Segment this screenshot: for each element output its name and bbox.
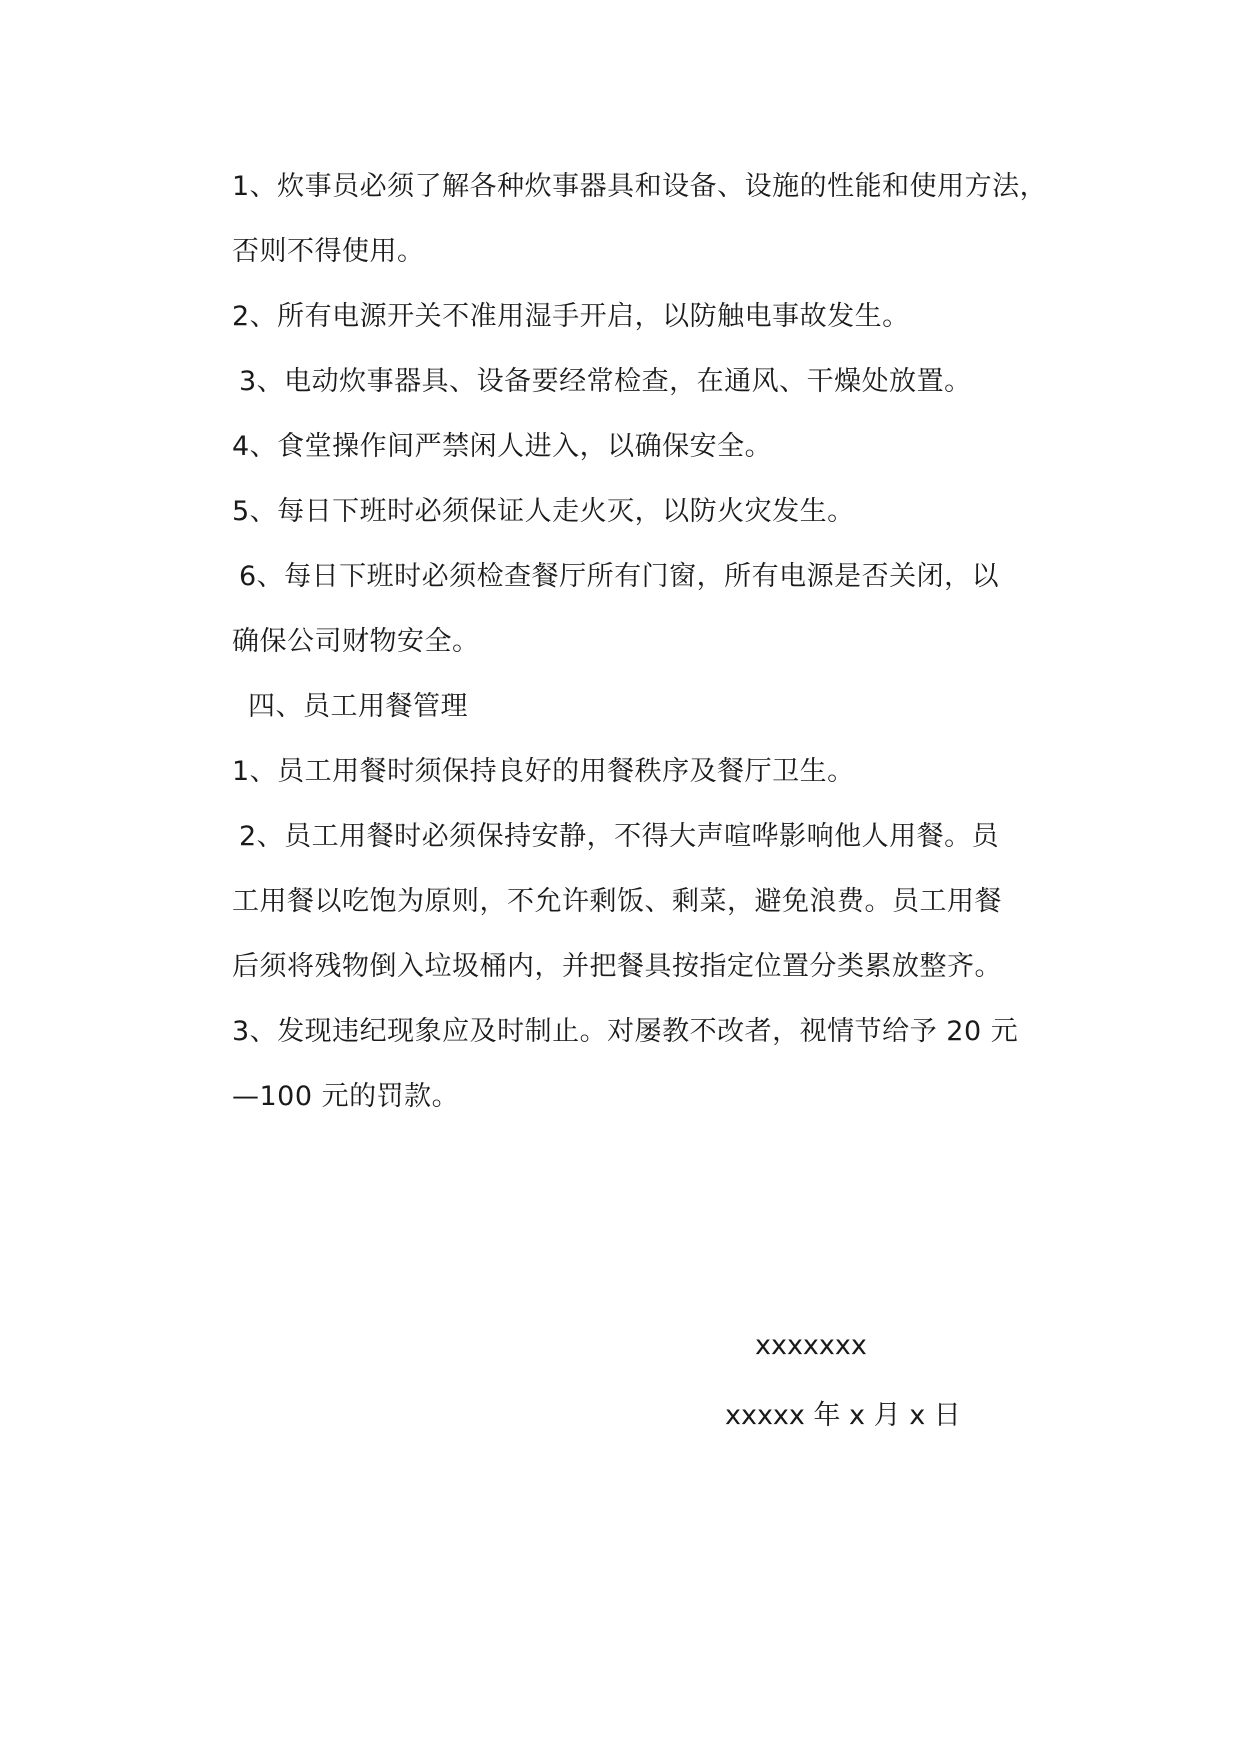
dining-rule-3-line-1: 3、发现违纪现象应及时制止。对屡教不改者，视情节给予 20 元 bbox=[232, 1016, 1019, 1047]
rule-1-line-2: 否则不得使用。 bbox=[232, 236, 425, 267]
dining-rule-2-line-3: 后须将残物倒入垃圾桶内，并把餐具按指定位置分类累放整齐。 bbox=[232, 951, 1002, 982]
dining-rule-1: 1、员工用餐时须保持良好的用餐秩序及餐厅卫生。 bbox=[232, 756, 855, 787]
dining-rule-2-line-2: 工用餐以吃饱为原则，不允许剩饭、剩菜，避免浪费。员工用餐 bbox=[232, 886, 1002, 917]
dining-rule-2-line-1: 2、员工用餐时必须保持安静，不得大声喧哗影响他人用餐。员 bbox=[239, 821, 1000, 852]
document-body bbox=[232, 154, 1052, 1129]
rule-1-line-1: 1、炊事员必须了解各种炊事器具和设备、设施的性能和使用方法， bbox=[232, 171, 1048, 202]
signature-date: xxxxx 年 x 月 x 日 bbox=[725, 1400, 961, 1431]
section-heading-staff-dining: 四、员工用餐管理 bbox=[248, 691, 468, 722]
rule-5: 5、每日下班时必须保证人走火灭，以防火灾发生。 bbox=[232, 496, 855, 527]
rule-3: 3、电动炊事器具、设备要经常检查，在通风、干燥处放置。 bbox=[239, 366, 972, 397]
rule-2: 2、所有电源开关不准用湿手开启，以防触电事故发生。 bbox=[232, 301, 910, 332]
dining-rule-3-line-2: —100 元的罚款。 bbox=[232, 1081, 460, 1112]
rule-4: 4、食堂操作间严禁闲人进入，以确保安全。 bbox=[232, 431, 773, 462]
rule-6-line-2: 确保公司财物安全。 bbox=[232, 626, 480, 657]
signature-organization: xxxxxxx bbox=[755, 1330, 867, 1361]
rule-6-line-1: 6、每日下班时必须检查餐厅所有门窗，所有电源是否关闭，以 bbox=[239, 561, 1000, 592]
